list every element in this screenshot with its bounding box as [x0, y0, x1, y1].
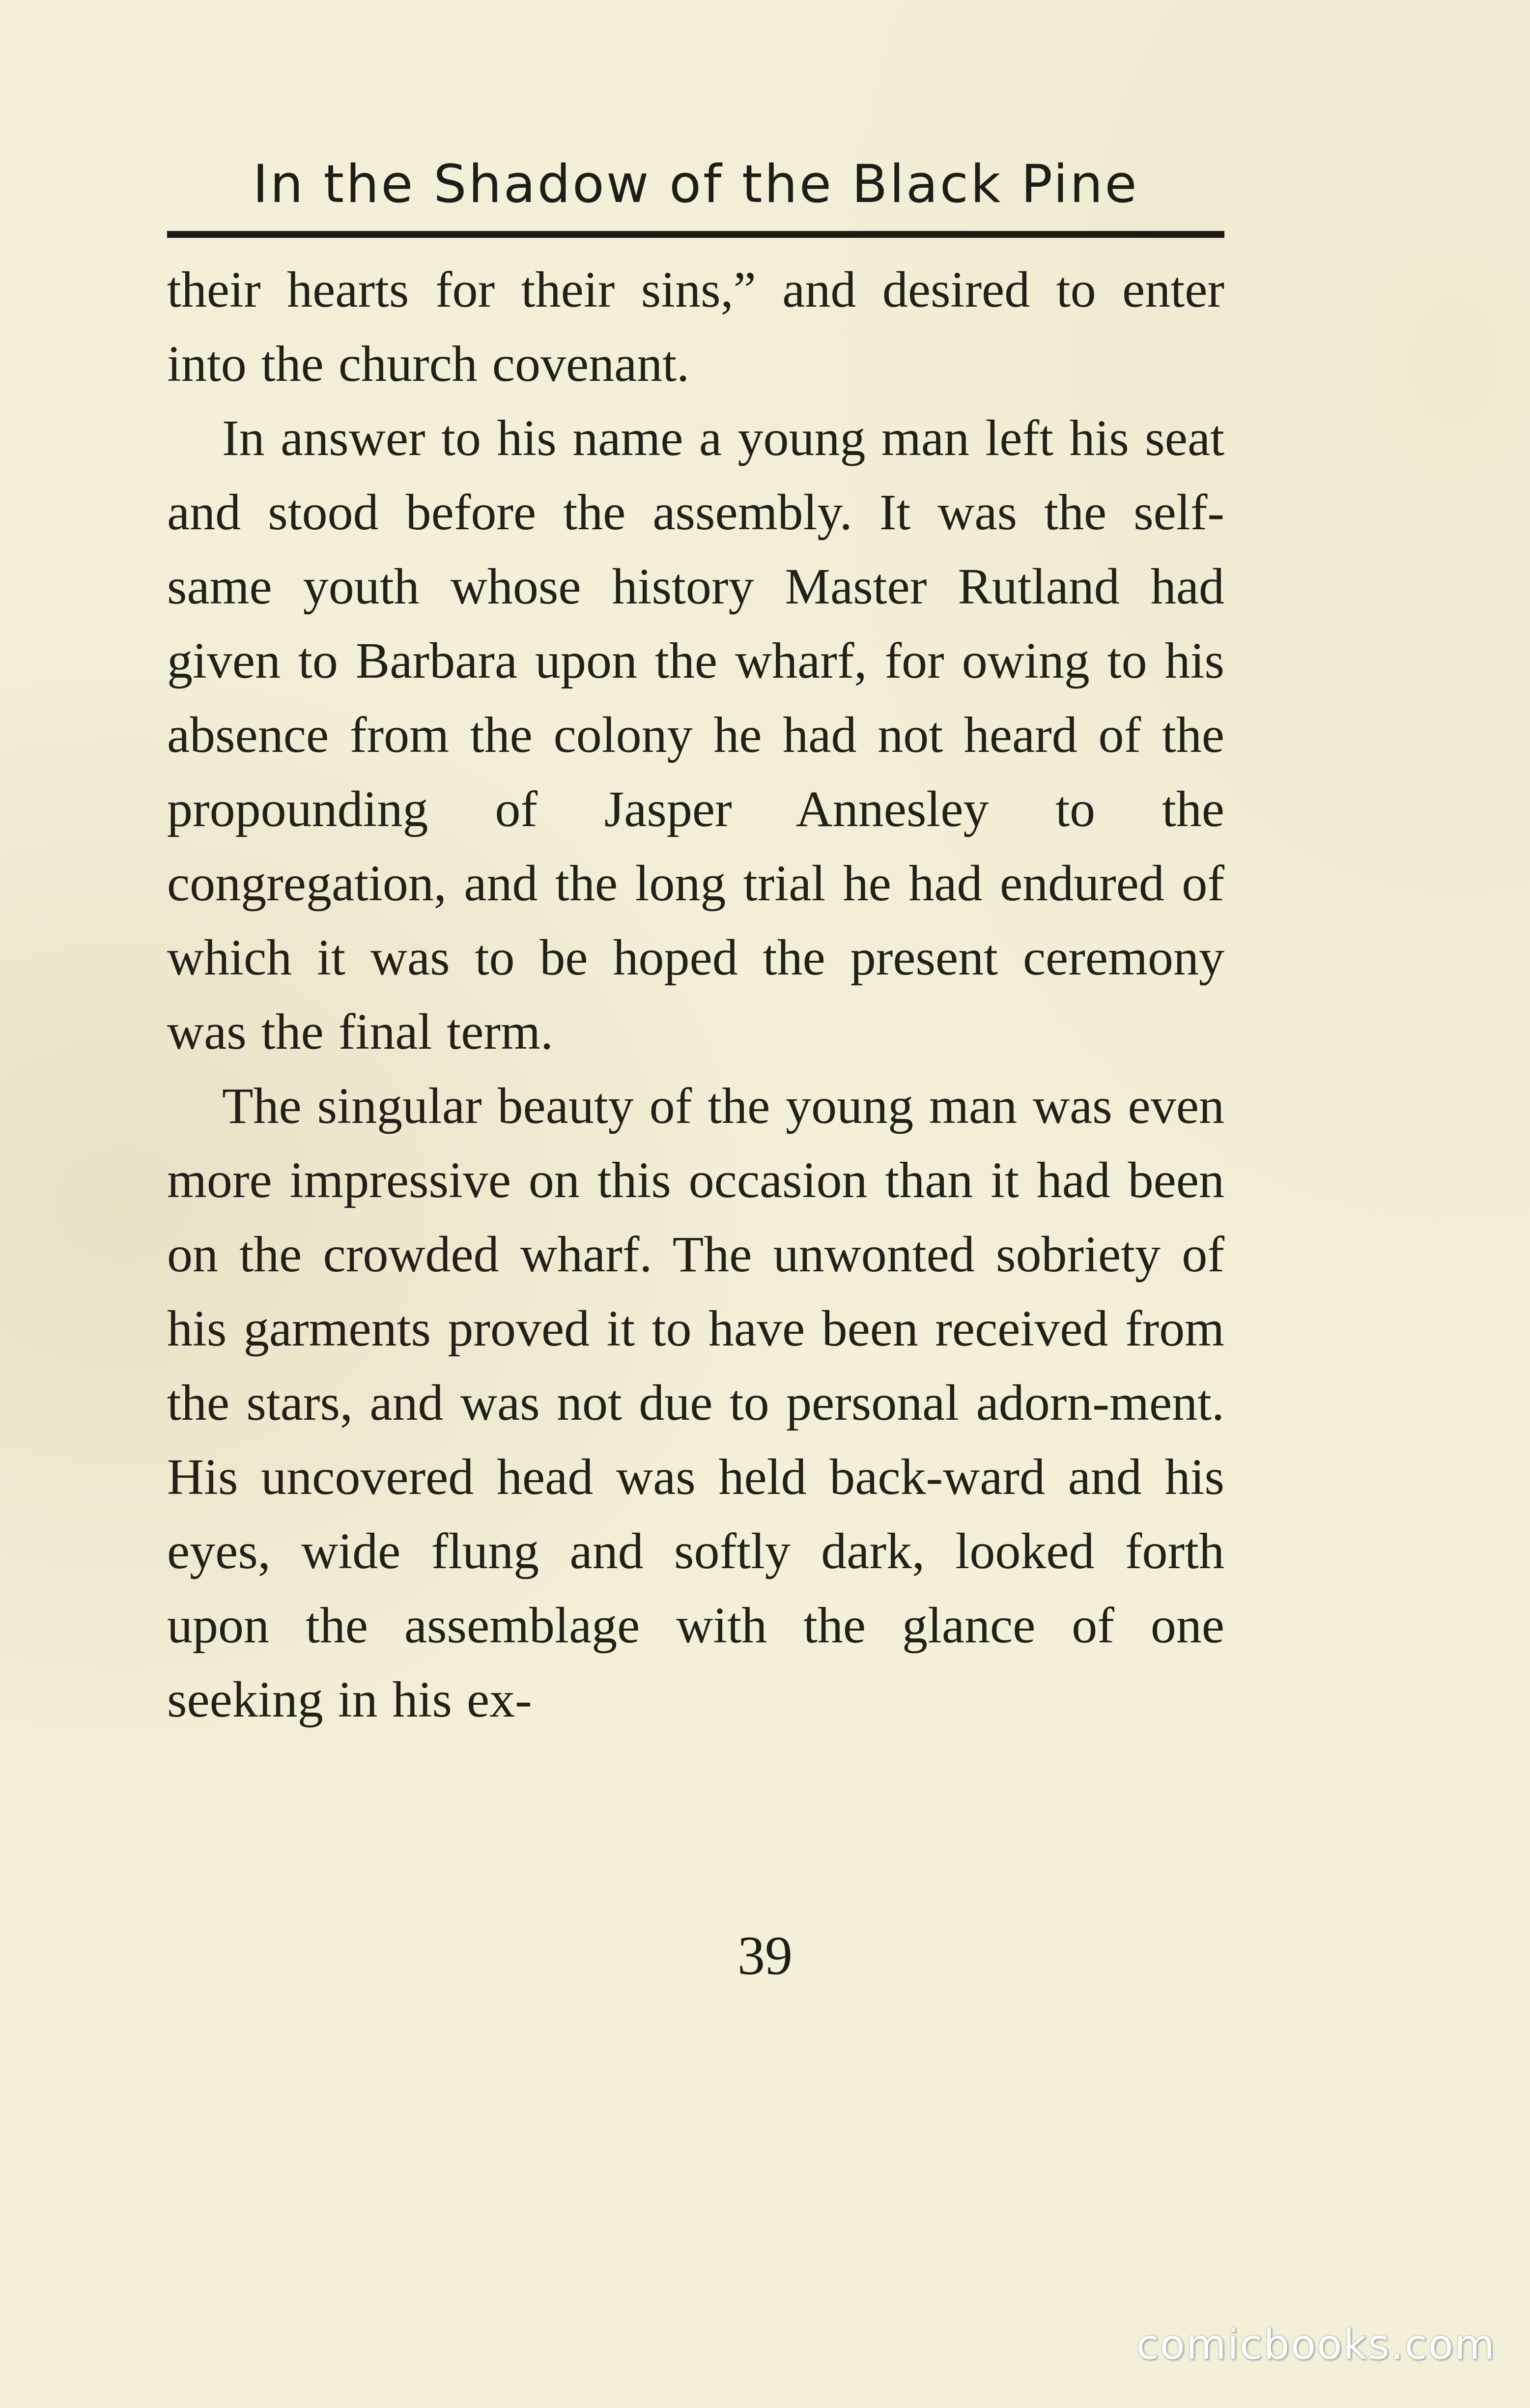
body-text [167, 253, 1224, 1737]
paragraph-continued: their hearts for their sins,” and desired to enter into the church covenant. [167, 261, 1224, 392]
paragraph: In answer to his name a young man left his seat and stood before the assembly. It was the self-same youth whose history Master Rutland had given to Barbara upon the wharf, for owing to his absence from the colony he had not heard of the propounding of Jasper Annesley to the congregation, and the long trial he had endured of which it was to be hoped the present ceremony was the final term. [167, 410, 1224, 1060]
header-rule [167, 231, 1224, 238]
paragraph: The singular beauty of the young man was even more impressive on this occasion than it had been on the crowded wharf. The unwonted sobriety of his garments proved it to have been received from the stars, and was not due to personal adorn-ment. His uncovered head was held back-ward and his eyes, wide flung and softly dark, looked forth upon the assemblage with the glance of one seeking in his ex- [167, 1078, 1224, 1728]
text-block [167, 147, 1224, 1737]
watermark: comicbooks.com [1136, 2321, 1496, 2369]
running-head: In the Shadow of the Black Pine [253, 154, 1139, 214]
page-number: 39 [737, 1925, 793, 1986]
